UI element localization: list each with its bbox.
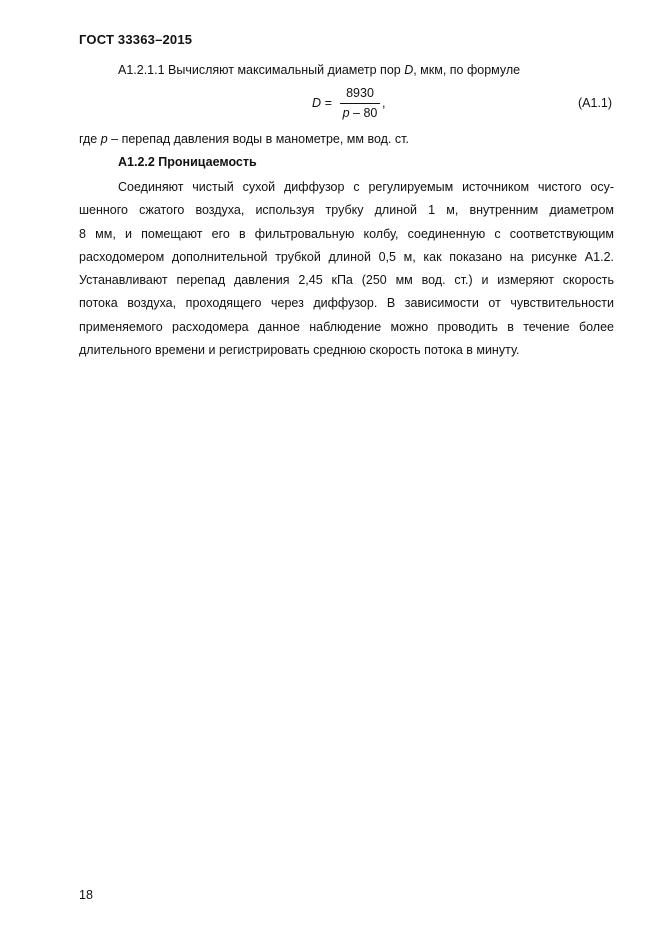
formula-comma: , [382, 96, 386, 110]
formula-denominator [340, 106, 380, 121]
page-number: 18 [79, 888, 93, 902]
document-code-header: ГОСТ 33363–2015 [79, 32, 193, 47]
where-variable: p [100, 132, 108, 146]
paragraph-line: длительного времени и регистрировать среднюю скорость потока в минуту. [79, 343, 520, 358]
paragraph-line: Устанавливают перепад давления 2,45 кПа (250 мм вод. ст.) и измеряют скорость [79, 273, 614, 288]
denominator-variable: p [342, 106, 350, 120]
fraction-bar [340, 103, 380, 104]
intro-variable: D [404, 63, 414, 77]
where-prefix: где [79, 132, 101, 146]
where-text: – перепад давления воды в манометре, мм вод. ст. [107, 132, 409, 146]
paragraph-line: расходомером дополнительной трубкой длиной 0,5 м, как показано на рисунке А1.2. [79, 249, 614, 264]
paragraph-line: потока воздуха, проходящего через диффузор. В зависимости от чувствительности [79, 296, 614, 311]
paragraph-line: применяемого расходомера данное наблюдение можно проводить в течение более [79, 319, 614, 334]
paragraph-line: Соединяют чистый сухой диффузор с регулируемым источником чистого осу- [118, 180, 614, 194]
intro-text-after: , мкм, по формуле [413, 63, 521, 77]
formula-numerator: 8930 [346, 86, 374, 100]
paragraph-line: 8 мм, и помещают его в фильтровальную колбу, соединенную с соответствующим [79, 226, 614, 241]
variable-definition [79, 132, 409, 146]
equation-number: (А1.1) [578, 96, 613, 110]
paragraph-line: шенного сжатого воздуха, используя трубку длиной 1 м, внутренним диаметром [79, 203, 614, 218]
formula-lhs: D = [312, 96, 332, 110]
permeability-paragraph [79, 176, 614, 362]
formula-intro-paragraph [118, 63, 520, 77]
formula-fraction [340, 86, 380, 121]
subsection-heading: А1.2.2 Проницаемость [118, 155, 257, 169]
denominator-rest: – 80 [349, 106, 378, 120]
intro-text-before: А1.2.1.1 Вычисляют максимальный диаметр пор [118, 63, 405, 77]
